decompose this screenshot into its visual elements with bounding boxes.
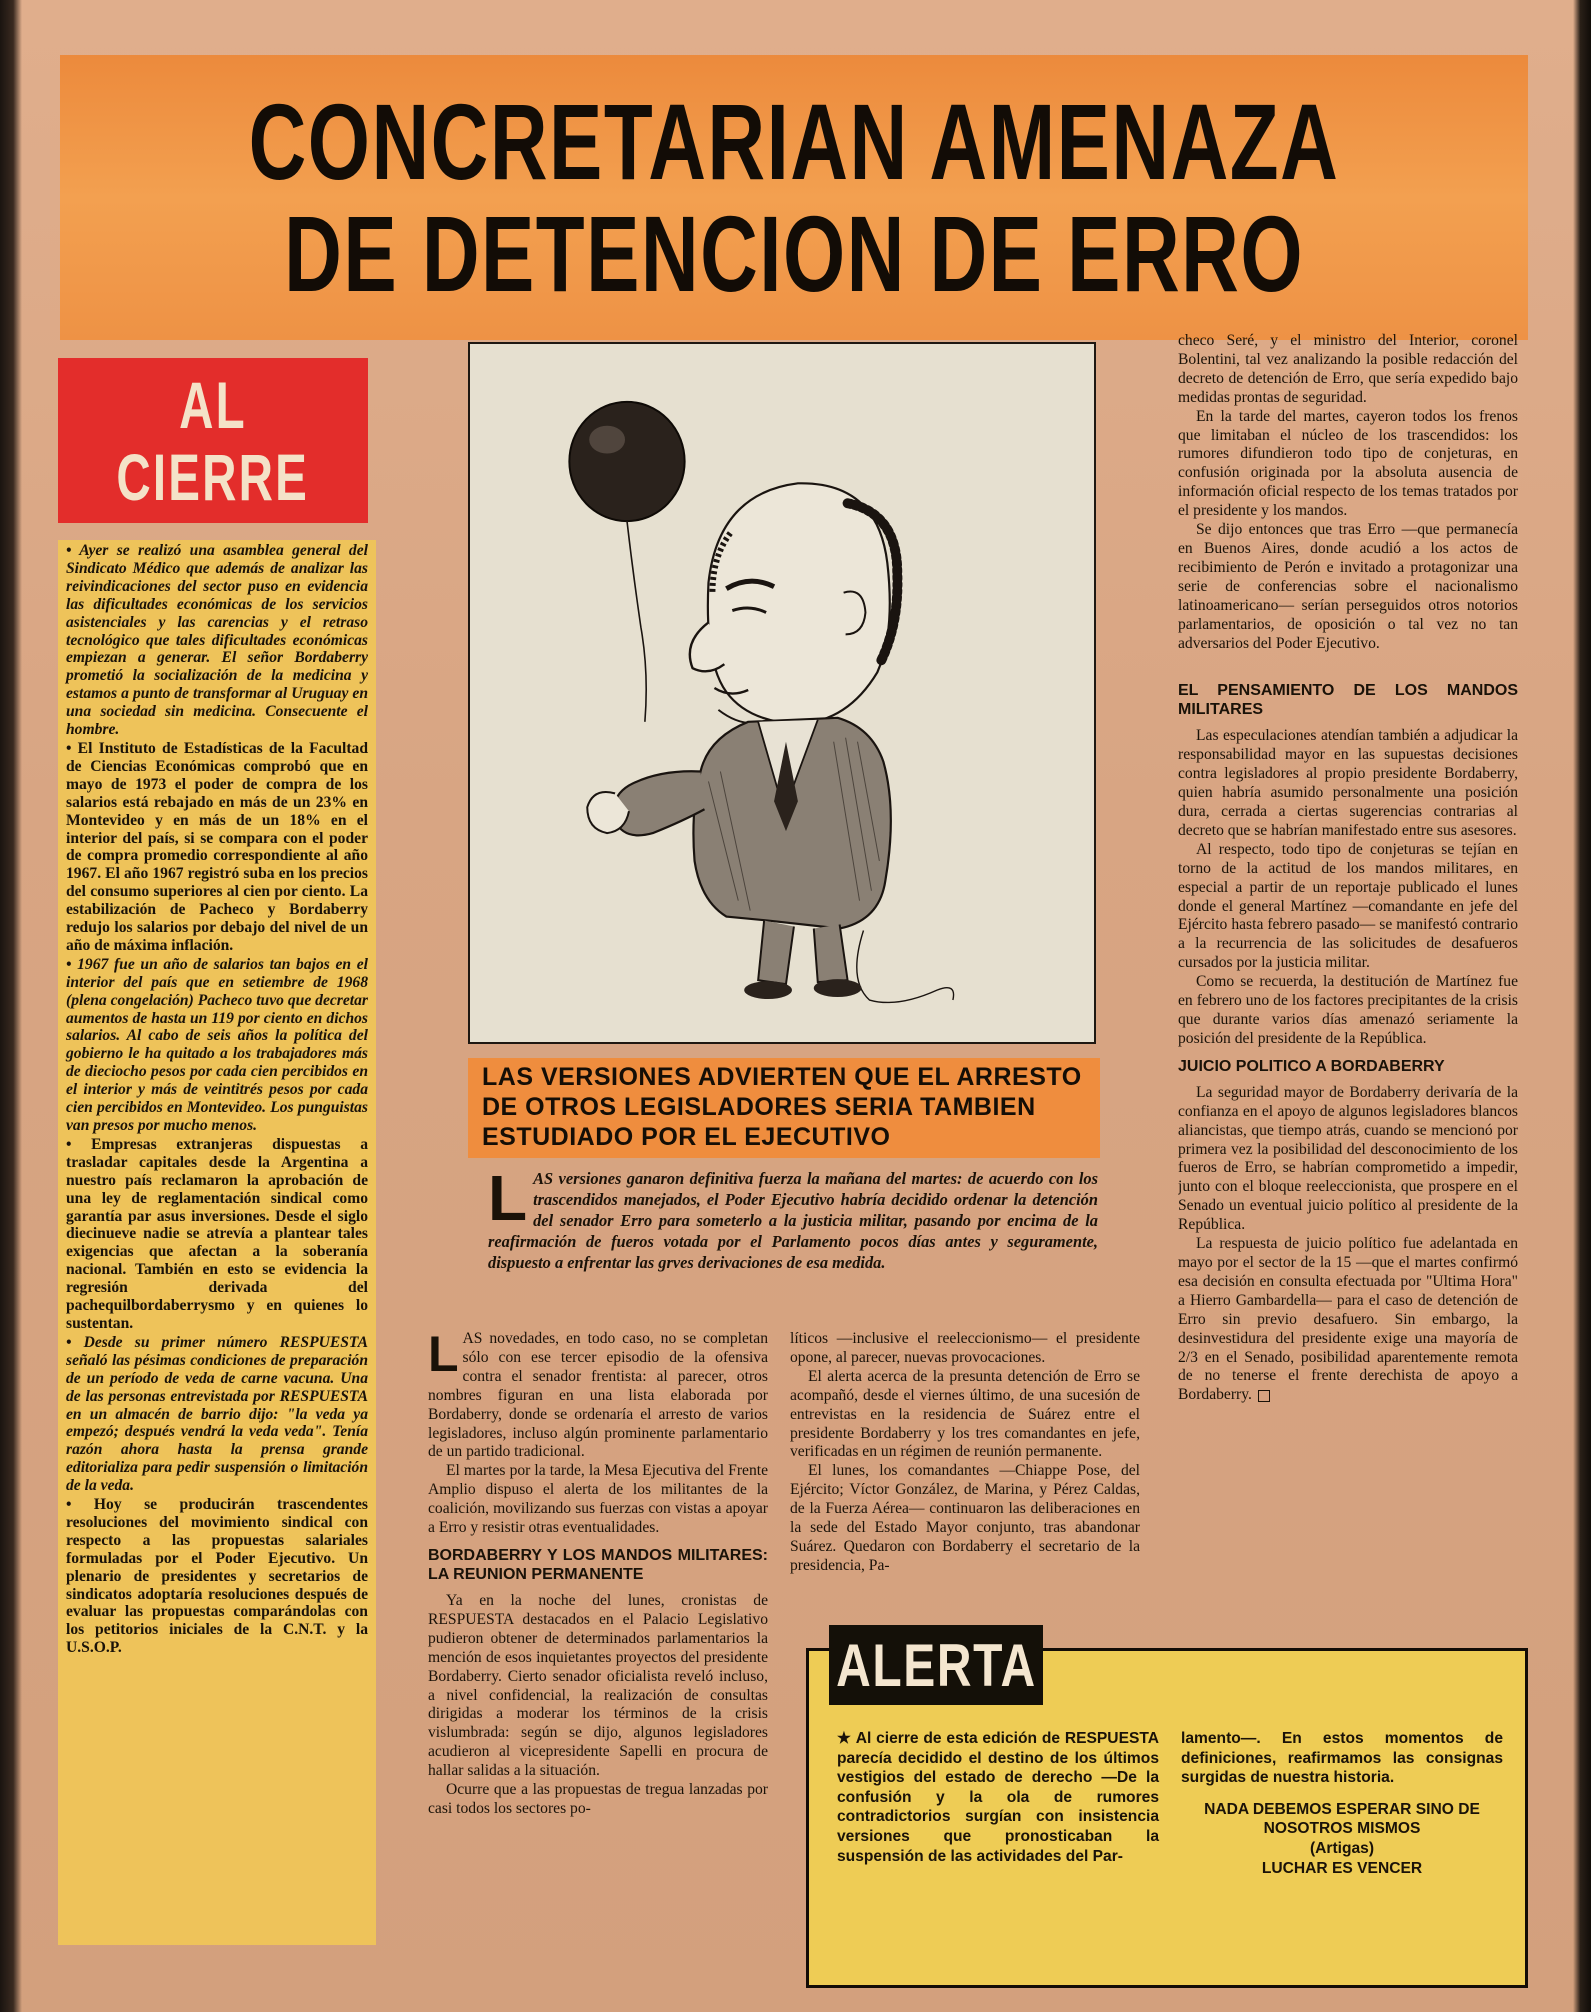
article-paragraph: Como se recuerda, la destitución de Martínez fue en febrero uno de los factores precipitantes de la crisis que durante varios días amenazó seriamente la posición del presidente de la República. [1178,973,1518,1047]
article-paragraph [428,1330,768,1462]
article-paragraph [1178,1235,1518,1405]
article-paragraph: El alerta acerca de la presunta detención de Erro se acompañó, desde el viernes último, de una sucesión de entrevistas en la residencia de Suárez entre el presidente Bordaberry y los tres comandantes en jefe, verificadas en un régimen de reunión permanente. [790,1367,1140,1461]
paragraph-dropcap: L [428,1330,459,1382]
al-cierre-title-line-1: AL [179,367,247,442]
article-paragraph: El lunes, los comandantes —Chiappe Pose, del Ejército; Víctor González, de Marina, y Pérez Caldas, de la Fuerza Aérea— continuaron las deliberaciones en la sede del Estado Mayor conjunto, tras abandonar Suárez. Quedaron con Bordaberry el secretario de la presidencia, Pa- [790,1462,1140,1574]
article-paragraph: Al respecto, todo tipo de conjeturas se tejían en torno de la actitud de los mandos militares, en especial a partir de un reportaje publicado el lunes donde el general Martínez —comandante en jefe del Ejército hasta febrero pasado— se manifestó contrario a la recurrencia de las solicitudes de desafueros cursados por la justicia militar. [1178,840,1518,972]
caricature-drawing [470,344,1094,1042]
article-column-3 [1178,332,1518,1632]
article-column-1 [428,1330,768,1985]
article-paragraph: El martes por la tarde, la Mesa Ejecutiva del Frente Amplio dispuso el alerta de los militantes de la coalición, movilizando sus fuerzas con vistas a apoyar a Erro y resistir otras eventualidades. [428,1462,768,1537]
lead-dropcap: L [488,1162,528,1234]
article-paragraph: Ya en la noche del lunes, cronistas de RESPUESTA destacados en el Palacio Legislativo pudieron obtener de determinados parlamentarios la mención de esos inquietantes proyectos del presidente Bordaberry. Cierto senador oficialista reveló incluso, a nivel confidencial, la realización de consultas dirigidas a moderar los términos de la crisis vislumbrada: según se dijo, algunos legisladores acudieron al vicepresidente Sapelli en procura de hallar salidas a la situación. [428,1591,768,1780]
paragraph-text: AS novedades, en todo caso, no se completan sólo con ese tercer episodio de la ofensiva contra el senador frentista: al parecer, otros nombres figuran en una lista elaborada por Bordaberry, donde se ordenaría el arresto de varios legisladores, incluso algún prominente parlamentario de un partido tradicional. [428,1330,768,1461]
al-cierre-item: • Empresas extranjeras dispuestas a trasladar capitales desde la Argentina a nuestro país reclamaron la aprobación de una ley de reglamentación sindical como garantía par asus inversiones. Desde el siglo diecinueve nadie se atrevía a plantear tales exigencias que afectan a la soberanía nacional. También en esto se evidencia la regresión derivada del pachequilbordaberrysmo y en quienes lo sustentan. [66,1135,368,1332]
article-paragraph: En la tarde del martes, cayeron todos los frenos que limitaban el núcleo de los trascendidos: los rumores difundieron todo tipo de conjeturas, en confusión originada por la absoluta ausencia de información oficial respecto de los temas tratados por el presidente y los mandos. [1178,407,1518,520]
section-heading: BORDABERRY Y LOS MANDOS MILITARES: LA REUNION PERMANENTE [428,1546,768,1583]
article-paragraph: Ocurre que a las propuestas de tregua lanzadas por casi todos los sectores po- [428,1781,768,1817]
alerta-quote: NADA DEBEMOS ESPERAR SINO DE NOSOTROS MISMOS [1204,1800,1480,1838]
al-cierre-column [58,540,376,1945]
alerta-title: ALERTA [835,1631,1037,1699]
headline-line-2: DE DETENCION DE ERRO [284,192,1304,314]
al-cierre-item: • El Instituto de Estadísticas de la Facultad de Ciencias Económicas comprobó que en mayo de 1973 el poder de compra de los salarios está rebajado en más de un 23% en Montevideo y en más de un 18% en el interior del país, si se compara con el poder de compra promedio correspondiente al año 1967. El año 1967 registró suba en los precios del consumo superiores al cien por ciento. La estabilización de Pacheco y Bordaberry redujo los salarios por debajo del nivel de un año de máxima inflación. [66,739,368,954]
headline-line-1: CONCRETARIAN AMENAZA [248,80,1340,202]
al-cierre-item: • 1967 fue un año de salarios tan bajos en el interior del país que en setiembre de 1968 (plena congelación) Pacheco tuvo que decretar aumentos de hasta un 119 por ciento en dichos salarios. Al cabo de seis años la política del gobierno le ha quitado a los trabajadores más de dieciocho pesos por cada cien percibidos en el interior y más de veintitrés pesos por cada cien percibidos en Montevideo. Los punguistas van presos por mucho menos. [66,955,368,1134]
al-cierre-title-line-2: CIERRE [116,439,310,514]
alerta-title-box [829,1625,1043,1705]
article-column-2 [790,1330,1140,1655]
caricature-illustration [468,342,1096,1044]
paragraph-text: La respuesta de juicio político fue adelantada en mayo por el sector de la 15 —que el martes confirmó esa decisión en consulta efectuada por "Ultima Hora" a Hierro Gambardella— para el caso de detención de Erro sin previo desafuero. Sin embargo, la desinvestidura del presidente exige una mayoría de 2/3 en el Senado, posibilidad aparentemente remota de no tenerse el frente derechista de apoyo a Bordaberry. [1178,1235,1518,1404]
alerta-text-right [1181,1729,1503,1878]
article-paragraph: Las especulaciones atendían también a adjudicar la responsabilidad mayor en las supuestas decisiones contra legisladores al propio presidente Bordaberry, quien habría asumido personalmente una posición dura, cerrada a ciertas sugerencias contrarias al decreto que se habrían manifestado entre sus asesores. [1178,727,1518,839]
al-cierre-item: • Desde su primer número RESPUESTA señaló las pésimas condiciones de preparación de un período de veda de carne vacuna. Una de las personas entrevistada por RESPUESTA en un almacén de barrio dijo: "la veda ya empezó; después vendrá la veda veda". Tenía razón ahora hasta la prensa grande editorializa para pedir suspensión o limitación de la veda. [66,1333,368,1495]
article-paragraph: Se dijo entonces que tras Erro —que permanecía en Buenos Aires, donde acudió a los actos de recibimiento de Perón e invitado a protagonizar una serie de conferencias sobre el nacionalismo latinoamericano— serían perseguidos otros notorios parlamentarios, de oposición o tal vez no tan adversarios del Poder Ejecutivo. [1178,521,1518,652]
section-heading: EL PENSAMIENTO DE LOS MANDOS MILITARES [1178,682,1518,719]
lead-text: AS versiones ganaron definitiva fuerza la mañana del martes: de acuerdo con los trascendidos manejados, el Poder Ejecutivo habría decidido ordenar la detención del senador Erro para someterlo a la justicia militar, pasando por encima de la reafirmación de fueros votada por el Parlamento pocos días antes y seguramente, dispuesto a enfrentar las grves derivaciones de esa medida. [488,1169,1098,1272]
article-lead-paragraph [488,1162,1098,1316]
page-edge-shadow-left [0,0,22,2012]
paragraph-text: La seguridad mayor de Bordaberry derivaría de la confianza en el apoyo de algunos legisladores blancos aliancistas, que tiempo atrás, cuando se mencionó por primera vez la posibilidad del desconocimiento de los fueros de Erro, se habrían comprometido a impedir, junto con el bloque reeleccionista, que prospere en el Senado un eventual juicio político al presidente de la República. [1178,1083,1518,1234]
main-headline [60,55,1528,340]
article-subheadline: LAS VERSIONES ADVIERTEN QUE EL ARRESTO DE OTROS LEGISLADORES SERIA TAMBIEN ESTUDIADO POR EL EJECUTIVO [468,1058,1100,1158]
alerta-text-left: ★ Al cierre de esta edición de RESPUESTA parecía decidido el destino de los últimos vestigios del estado de derecho —De la confusión y la ola de rumores contradictorios surgían con insistencia versiones que pronosticaban la suspensión de las actividades del Par- [837,1730,1159,1865]
end-of-article-mark-icon [1258,1390,1270,1402]
article-paragraph [1178,1084,1518,1235]
article-paragraph: líticos —inclusive el reeleccionismo— el presidente opone, al parecer, nuevas provocaciones. [790,1330,1140,1366]
alerta-box [806,1631,1528,1988]
alerta-attribution: (Artigas) [1309,1839,1375,1857]
al-cierre-item: • Hoy se producirán trascendentes resoluciones del movimiento sindical con respecto a las propuestas salariales formuladas por el Poder Ejecutivo. Un plenario de presidentes y secretarios de sindicatos adoptaría resoluciones después de evaluar las propuestas comparándolas con los petitorios iniciales de la C.N.T. y la U.S.O.P. [66,1496,368,1657]
article-paragraph: checo Seré, y el ministro del Interior, coronel Bolentini, tal vez analizando la posible redacción del decreto de detención de Erro, que sería expedido bajo medidas prontas de seguridad. [1178,332,1518,406]
section-heading: JUICIO POLITICO A BORDABERRY [1178,1057,1445,1075]
page-edge-shadow-right [1573,0,1591,2012]
al-cierre-title-box [58,358,368,523]
alerta-slogan: LUCHAR ES VENCER [1261,1859,1423,1877]
al-cierre-item: • Ayer se realizó una asamblea general del Sindicato Médico que además de analizar las reivindicaciones del sector puso en evidencia las dificultades económicas de los servicios asistenciales y las carencias y el retraso tecnológico que tales dificultades económicas empiezan a generar. El señor Bordaberry prometió la socialización de la medicina y estamos a punto de transformar al Uruguay en una sociedad sin medicina. Consecuente el hombre. [66,542,368,739]
alerta-paragraph: lamento—. En estos momentos de definiciones, reafirmamos las consignas surgidas de nuestra historia. [1181,1730,1503,1787]
